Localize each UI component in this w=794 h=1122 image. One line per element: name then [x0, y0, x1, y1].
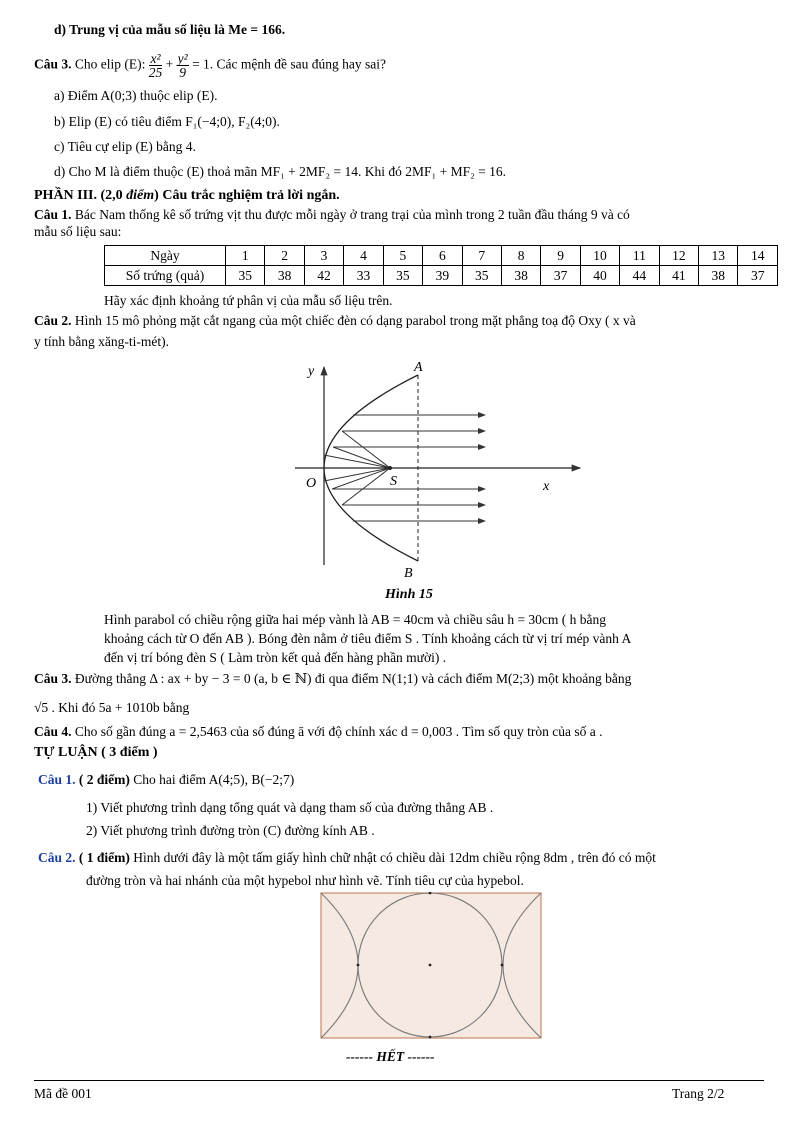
table-row-eggs [105, 266, 778, 286]
statement-d-median-text: d) Trung vị của mẫu số liệu là Me = 166. [54, 22, 286, 37]
table-cell: 35 [383, 266, 422, 286]
figure-15-parabola [290, 355, 590, 585]
frac-numerator: x² [150, 51, 161, 66]
table-cell: 37 [541, 266, 580, 286]
question-text: Cho hai điểm A(4;5), B(−2;7) [129, 772, 295, 787]
axis-label-x: x [543, 479, 550, 494]
frac-denominator: 25 [148, 65, 163, 80]
egg-data-table [104, 245, 778, 286]
table-cell: 38 [699, 266, 738, 286]
question-text: Bác Nam thống kê số trứng vịt thu được mỗi ngày ở trang trại của mình trong 2 tuần đầu tháng 9 và có [71, 207, 630, 222]
question-label: Câu 4. [34, 724, 72, 739]
table-cell: 13 [699, 246, 738, 266]
statement-3a: a) Điểm A(0;3) thuộc elip (E). [54, 88, 218, 103]
table-cell: 44 [620, 266, 659, 286]
frac-denominator: 9 [179, 65, 187, 80]
footer-exam-code: Mã đề 001 [34, 1086, 92, 1101]
question-label: Câu 3. [34, 56, 72, 72]
footer-page-number: Trang 2/2 [672, 1086, 725, 1101]
statement-3d: d) Cho M là điểm thuộc (E) thoả mãn MF₁ + 2MF₂ = 14. Khi đó 2MF₁ + MF₂ = 16. [54, 164, 507, 179]
table-cell: 5 [383, 246, 422, 266]
p3-question-2-desc-2: khoảng cách từ O đến AB ). Bóng đèn nằm ở tiêu điểm S . Tính khoảng cách từ vị trí mép vành A [104, 631, 632, 646]
table-cell: 3 [304, 246, 343, 266]
question-text: Cho elip (E): [71, 56, 146, 72]
essay-question-2 [38, 850, 656, 866]
question-label: Câu 1. [34, 207, 72, 222]
p3-question-3 [34, 671, 631, 687]
essay-question-1-sub-1: 1) Viết phương trình dạng tổng quát và dạng tham số của đường thẳng AB . [86, 800, 494, 815]
origin-label: O [306, 476, 317, 491]
table-cell: 7 [462, 246, 501, 266]
fraction-x2-25 [149, 52, 163, 79]
table-row-days [105, 246, 778, 266]
focus-label-s: S [390, 474, 397, 489]
question-text: Cho số gần đúng a = 2,5463 của số đúng ā với độ chính xác d = 0,003 . Tìm số quy tròn của số a . [71, 724, 603, 739]
question-points: ( 1 điểm) [75, 850, 130, 865]
heading-part: điểm [126, 188, 155, 203]
question-label: Câu 1. [38, 772, 76, 787]
point-label-b: B [404, 566, 413, 581]
axis-label-y: y [308, 364, 315, 379]
p3-question-1-ask: Hãy xác định khoảng tứ phân vị của mẫu số liệu trên. [104, 293, 393, 308]
p3-question-4 [34, 724, 602, 740]
essay-question-1-sub-2: 2) Viết phương trình đường tròn (C) đường kính AB . [86, 823, 375, 838]
table-cell: 14 [738, 246, 778, 266]
statement-3c: c) Tiêu cự elip (E) bằng 4. [54, 139, 196, 154]
question-label: Câu 2. [38, 850, 76, 865]
table-cell: 6 [423, 246, 462, 266]
end-marker: ------ HẾT ------ [346, 1049, 435, 1064]
fraction-y2-9 [177, 52, 189, 79]
p3-question-2-cont: y tính bằng xăng-ti-mét). [34, 334, 169, 349]
p3-question-1 [34, 207, 630, 223]
table-cell: 38 [265, 266, 304, 286]
table-header-day: Ngày [105, 246, 226, 266]
table-cell: 33 [344, 266, 383, 286]
heading-part: PHẦN III. (2,0 [34, 188, 127, 203]
table-cell: 11 [620, 246, 659, 266]
p3-question-2-desc-1: Hình parabol có chiều rộng giữa hai mép vành là AB = 40cm và chiều sâu h = 30cm ( h bằng [104, 612, 607, 627]
table-header-eggs: Số trứng (quả) [105, 266, 226, 286]
table-cell: 9 [541, 246, 580, 266]
essay-question-1 [38, 772, 294, 788]
table-cell: 37 [738, 266, 778, 286]
point-label-a: A [414, 360, 423, 375]
hyperbola-rectangle-figure [320, 892, 544, 1042]
question-tail: = 1. Các mệnh đề sau đúng hay sai? [192, 56, 386, 72]
table-cell: 42 [304, 266, 343, 286]
frac-numerator: y² [177, 51, 188, 66]
p3-question-2 [34, 313, 636, 329]
question-text: Đường thẳng Δ : ax + by − 3 = 0 (a, b ∈ ℕ) đi qua điểm N(1;1) và cách điểm M(2;3) một khoảng bằng [71, 671, 632, 686]
table-cell: 35 [226, 266, 265, 286]
table-cell: 41 [659, 266, 698, 286]
p3-question-1-cont: mẫu số liệu sau: [34, 224, 122, 239]
table-cell: 38 [501, 266, 540, 286]
essay-question-2-cont: đường tròn và hai nhánh của một hypebol như hình vẽ. Tính tiêu cự của hypebol. [86, 873, 524, 888]
footer-divider [34, 1080, 764, 1081]
table-cell: 35 [462, 266, 501, 286]
question-text: Hình dưới đây là một tấm giấy hình chữ nhật có chiều dài 12dm chiều rộng 8dm , trên đó có một [129, 850, 656, 865]
question-points: ( 2 điểm) [75, 772, 130, 787]
table-cell: 39 [423, 266, 462, 286]
part-3-heading [34, 188, 340, 204]
table-cell: 1 [226, 246, 265, 266]
question-label: Câu 3. [34, 671, 72, 686]
table-cell: 4 [344, 246, 383, 266]
table-cell: 8 [501, 246, 540, 266]
essay-title: TỰ LUẬN ( 3 điểm ) [34, 745, 158, 760]
figure-15-caption: Hình 15 [385, 587, 433, 602]
table-cell: 10 [580, 246, 619, 266]
plus-sign: + [165, 56, 174, 72]
question-3-ellipse [34, 52, 386, 79]
question-label: Câu 2. [34, 313, 72, 328]
center-point [429, 964, 432, 967]
statement-d-median [54, 22, 285, 38]
question-text: Hình 15 mô phỏng mặt cắt ngang của một chiếc đèn có dạng parabol trong mặt phẳng toạ độ Oxy ( x và [71, 313, 636, 328]
heading-part: ) Câu trắc nghiệm trả lời ngắn. [154, 188, 340, 203]
statement-3b: b) Elip (E) có tiêu điểm F₁(−4;0), F₂(4;0). [54, 114, 280, 129]
p3-question-3-cont: √5 . Khi đó 5a + 1010b bằng [34, 700, 190, 715]
p3-question-2-desc-3: đến vị trí bóng đèn S ( Làm tròn kết quả đến hàng phần mười) . [104, 650, 447, 665]
table-cell: 40 [580, 266, 619, 286]
table-cell: 12 [659, 246, 698, 266]
table-cell: 2 [265, 246, 304, 266]
